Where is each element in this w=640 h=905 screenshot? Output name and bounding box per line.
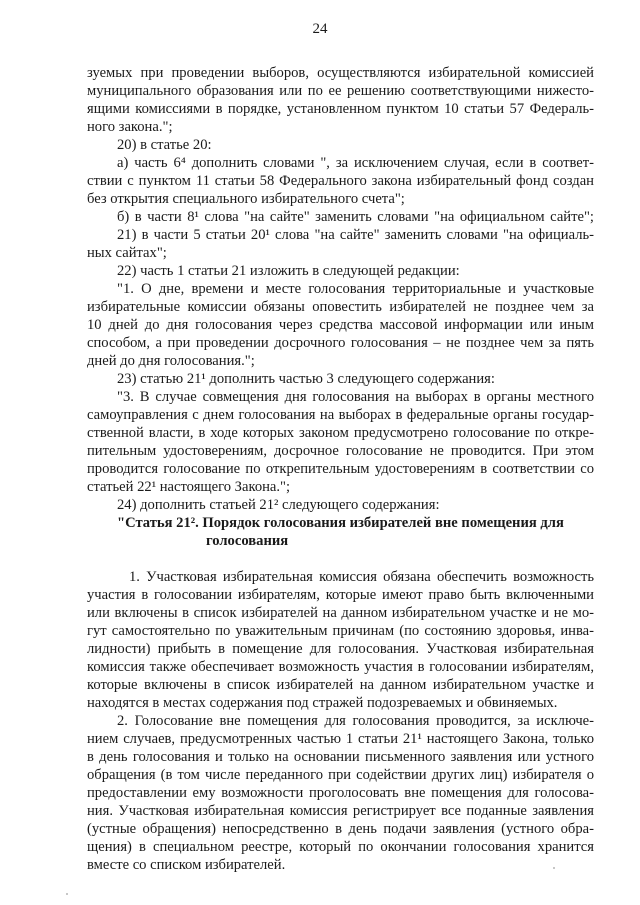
text-line: ственной власти, в ходе которых законом предусмотрено голосование по откре- [87, 425, 594, 441]
text-line: в день голосования и только на основании письменного заявления или устного [87, 749, 594, 765]
text-line: 1. Участковая избирательная комиссия обязана обеспечить возможность [129, 569, 594, 585]
text-line: 21) в части 5 статьи 20¹ слова "на сайте" заменить словами "на официаль- [117, 227, 594, 243]
text-line: ных сайтах"; [87, 245, 167, 261]
text-line: 10 дней до дня голосования через средства массовой информации или иным [87, 317, 594, 333]
text-line: которые включены в список избирателей на данном избирательном участке и [87, 677, 594, 693]
text-line: б) в части 8¹ слова "на сайте" заменить словами "на официальном сайте"; [117, 209, 594, 225]
text-line: обращения (в том числе переданного при содействии других лиц) избирателя о [87, 767, 594, 783]
text-line: ящими комиссиями в порядке, установленном пунктом 10 статьи 57 Федераль- [87, 101, 594, 117]
text-line: лидности) прибыть в помещение для голосования. Участковая избирательная [87, 641, 594, 657]
text-line: гут самостоятельно по уважительным причинам (по состоянию здоровья, инва- [87, 623, 594, 639]
text-line: способом, а при проведении досрочного голосования – не позднее чем за пять [87, 335, 594, 351]
text-line: 23) статью 21¹ дополнить частью 3 следующего содержания: [117, 371, 495, 387]
text-line: комиссия также обеспечивает возможность участия в голосовании избирателям, [87, 659, 594, 675]
scan-speck [66, 893, 68, 895]
text-line: пительным удостоверениям, досрочное голосование не проводится. При этом [87, 443, 594, 459]
text-line: 20) в статье 20: [117, 137, 212, 153]
text-line: или включены в список избирателей на данном избирательном участке и не мо- [87, 605, 594, 621]
text-line: проводится голосование по открепительным удостоверениям в соответствии со [87, 461, 594, 477]
text-line: находятся в местах содержания под стражей подозреваемых и обвиняемых. [87, 695, 558, 711]
text-line: без открытия специального избирательного счета"; [87, 191, 405, 207]
text-line: ствии с пунктом 11 статьи 58 Федерального закона избирательный фонд создан [87, 173, 594, 189]
text-line: 2. Голосование вне помещения для голосования проводится, за исключе- [117, 713, 594, 729]
text-line: статьей 22¹ настоящего Закона."; [87, 479, 291, 495]
text-line: 22) часть 1 статьи 21 изложить в следующей редакции: [117, 263, 460, 279]
text-line: щения) в специальном реестре, который по окончании голосования хранится [87, 839, 594, 855]
text-line: нием случаев, предусмотренных частью 1 статьи 21¹ настоящего Закона, только [87, 731, 594, 747]
text-line: избирательные комиссии обязаны оповестить избирателей не позднее чем за [87, 299, 594, 315]
text-line: а) часть 6⁴ дополнить словами ", за исключением случая, если в соответ- [117, 155, 594, 171]
text-line: вместе со списком избирателей. [87, 857, 286, 873]
page-number: 24 [312, 21, 328, 37]
text-line: муниципального образования или по ее решению соответствующими нижесто- [87, 83, 594, 99]
article-heading-continuation: голосования [206, 533, 289, 549]
article-heading: "Статья 21². Порядок голосования избирателей вне помещения для [117, 515, 564, 531]
text-line: предоставлении ему возможности проголосовать вне помещения для голосова- [87, 785, 594, 801]
text-line: зуемых при проведении выборов, осуществляются избирательной комиссией [87, 65, 594, 81]
text-line: "3. В случае совмещения дня голосования на выборах в органы местного [117, 389, 594, 405]
text-line: участия в голосовании избирателям, которые имеют право быть включенными [87, 587, 594, 603]
text-line: 24) дополнить статьей 21² следующего содержания: [117, 497, 440, 513]
scan-speck [553, 867, 555, 869]
text-line: ного закона."; [87, 119, 173, 135]
text-line: дней до дня голосования."; [87, 353, 255, 369]
text-line: (устные обращения) непосредственно в день подачи заявления (устного обра- [87, 821, 594, 837]
text-line: самоуправления с днем голосования на выборах в федеральные органы государ- [87, 407, 594, 423]
text-line: ния. Участковая избирательная комиссия регистрирует все поданные заявления [87, 803, 594, 819]
text-line: "1. О дне, времени и месте голосования территориальные и участковые [117, 281, 594, 297]
